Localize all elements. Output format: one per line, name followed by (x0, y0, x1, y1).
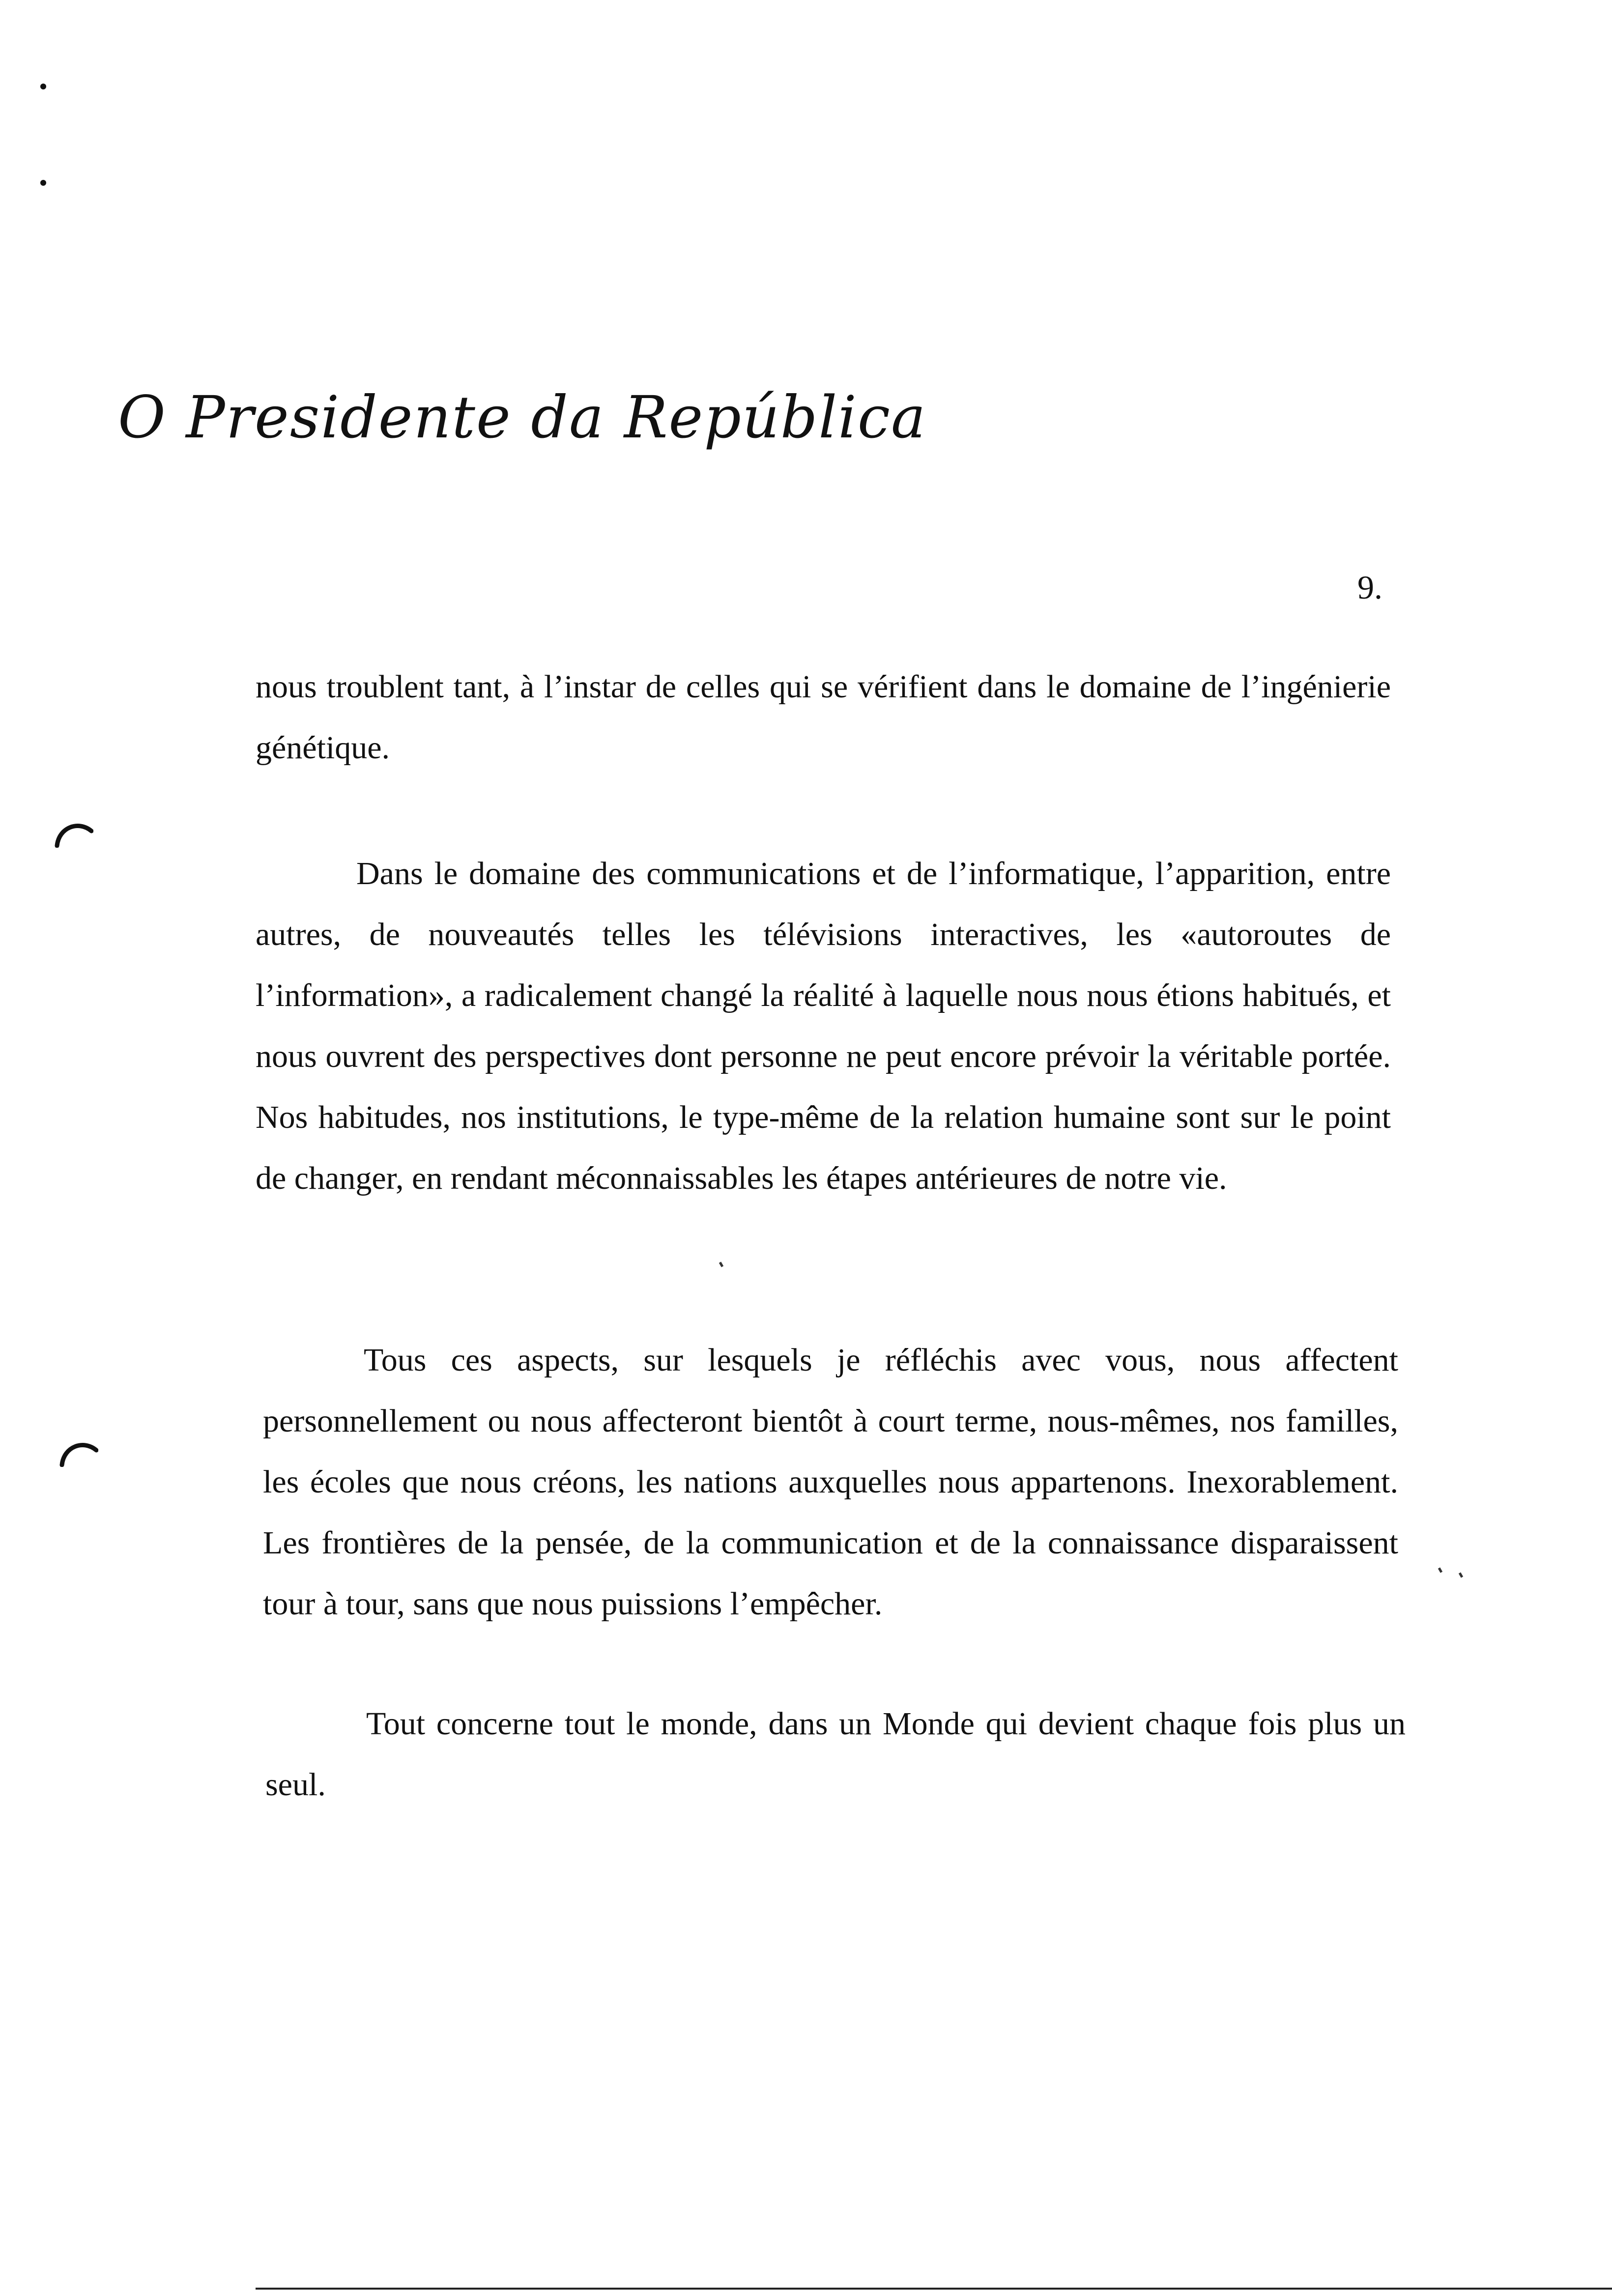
page-number: 9. (1357, 569, 1382, 606)
paragraph-4: Tout concerne tout le monde, dans un Monde qui devient chaque fois plus un seul. (265, 1706, 1406, 1803)
page-bottom-edge (256, 2288, 1612, 2290)
paragraph-3: Tous ces aspects, sur lesquels je réfléchis avec vous, nous affectent personnellement ou nous affecteront bientôt à court terme, nous-mêmes, nos familles, les écoles que nous créons, les nations auxquelles nous appartenons. Inexorablement. Les frontières de la pensée, de la communication et de la connaissance disparaissent tour à tour, sans que nous puissions l’empêcher. (263, 1342, 1398, 1622)
letterhead-title: O Presidente da República (118, 383, 927, 451)
stray-speck (1438, 1567, 1442, 1573)
margin-speck (40, 180, 46, 186)
staple-arc-icon (54, 818, 93, 848)
paragraph-1: nous troublent tant, à l’instar de celles qui se vérifient dans le domaine de l’ingénierie génétique. (256, 669, 1391, 766)
stray-speck (1459, 1572, 1463, 1578)
margin-speck (40, 84, 46, 89)
staple-arc-icon (59, 1437, 98, 1467)
paragraph-2: Dans le domaine des communications et de l’informatique, l’apparition, entre autres, de nouveautés telles les télévisions interactives, les «autoroutes de l’information», a radicalement changé la réalité à laquelle nous nous étions habitués, et nous ouvrent des perspectives dont personne ne peut encore prévoir la véritable portée. Nos habitudes, nos institutions, le type-même de la relation humaine sont sur le point de changer, en rendant méconnaissables les étapes antérieures de notre vie. (256, 856, 1391, 1196)
stray-speck (719, 1262, 723, 1267)
